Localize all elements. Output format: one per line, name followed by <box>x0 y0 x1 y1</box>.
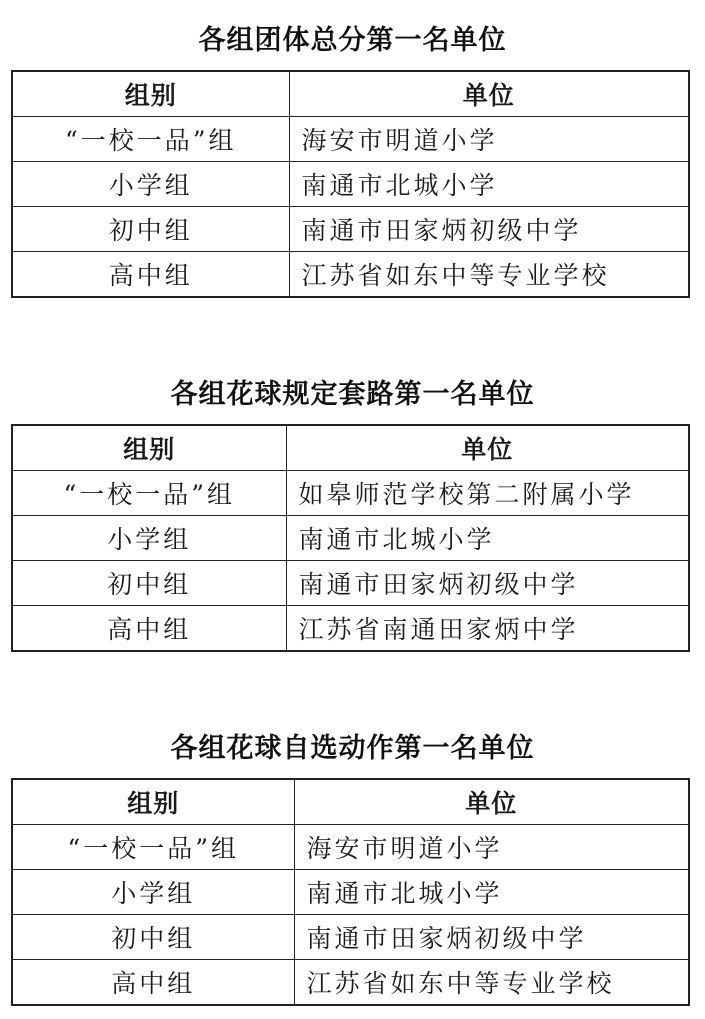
header-unit: 单位 <box>294 779 689 825</box>
table-row <box>12 162 689 207</box>
cell-unit: 南通市田家炳初级中学 <box>289 207 689 252</box>
table-row <box>12 516 689 561</box>
table-team-total <box>11 70 690 298</box>
cell-unit: 江苏省如东中等专业学校 <box>294 960 689 1006</box>
cell-unit: 南通市北城小学 <box>286 516 689 561</box>
table-header-row <box>12 425 689 471</box>
cell-group: 小学组 <box>12 162 289 207</box>
section-title-compulsory-routine: 各组花球规定套路第一名单位 <box>170 379 535 410</box>
table-free-routine <box>11 778 690 1006</box>
cell-group: 高中组 <box>12 252 289 298</box>
table-row <box>12 870 689 915</box>
table-row <box>12 207 689 252</box>
cell-group: 初中组 <box>12 915 294 960</box>
table-row <box>12 252 689 298</box>
cell-unit: 江苏省南通田家炳中学 <box>286 606 689 652</box>
table-row <box>12 825 689 870</box>
header-group: 组别 <box>12 779 294 825</box>
cell-group: “一校一品”组 <box>12 471 286 516</box>
cell-group: 初中组 <box>12 561 286 606</box>
cell-unit: 海安市明道小学 <box>294 825 689 870</box>
section-title-team-total: 各组团体总分第一名单位 <box>198 25 507 56</box>
header-unit: 单位 <box>289 71 689 117</box>
table-row <box>12 471 689 516</box>
table-header-row <box>12 71 689 117</box>
cell-unit: 江苏省如东中等专业学校 <box>289 252 689 298</box>
table-header-row <box>12 779 689 825</box>
cell-unit: 海安市明道小学 <box>289 117 689 162</box>
cell-group: 小学组 <box>12 516 286 561</box>
cell-group: “一校一品”组 <box>12 117 289 162</box>
cell-unit: 南通市北城小学 <box>289 162 689 207</box>
cell-unit: 如皋师范学校第二附属小学 <box>286 471 689 516</box>
table-compulsory-routine <box>11 424 690 652</box>
section-title-free-routine: 各组花球自选动作第一名单位 <box>170 733 535 764</box>
cell-group: 高中组 <box>12 606 286 652</box>
table-row <box>12 606 689 652</box>
table-row <box>12 561 689 606</box>
table-row <box>12 960 689 1006</box>
header-unit: 单位 <box>286 425 689 471</box>
cell-group: 小学组 <box>12 870 294 915</box>
header-group: 组别 <box>12 425 286 471</box>
table-row <box>12 117 689 162</box>
table-row <box>12 915 689 960</box>
cell-unit: 南通市田家炳初级中学 <box>286 561 689 606</box>
cell-group: 高中组 <box>12 960 294 1006</box>
cell-unit: 南通市田家炳初级中学 <box>294 915 689 960</box>
cell-unit: 南通市北城小学 <box>294 870 689 915</box>
cell-group: “一校一品”组 <box>12 825 294 870</box>
header-group: 组别 <box>12 71 289 117</box>
cell-group: 初中组 <box>12 207 289 252</box>
